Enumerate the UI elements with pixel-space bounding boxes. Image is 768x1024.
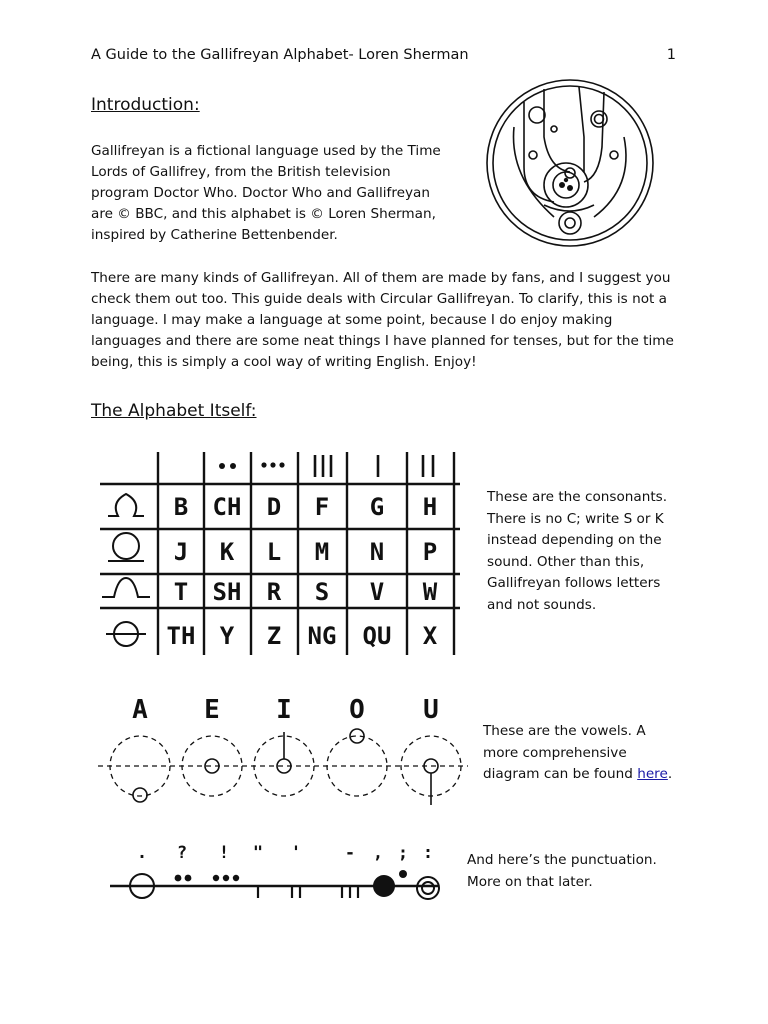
vowel-label: E	[204, 695, 220, 725]
vowel-label: O	[349, 695, 365, 725]
consonant-table	[96, 450, 461, 660]
consonant-letter: D	[266, 493, 282, 521]
vowel-note	[483, 721, 683, 786]
vowel-label: I	[276, 695, 292, 725]
vowel-label: U	[423, 695, 439, 725]
consonant-letter: G	[369, 493, 385, 521]
consonant-letter: H	[422, 493, 438, 521]
punctuation-note: And here’s the punctuation. More on that later.	[467, 852, 657, 890]
consonant-letter: F	[314, 493, 330, 521]
punctuation-label: ,	[372, 843, 384, 863]
punctuation-label: :	[422, 843, 434, 863]
consonant-letter: Z	[266, 622, 282, 650]
comprehensive-diagram-link[interactable]: here	[637, 766, 668, 782]
consonant-letter: T	[173, 578, 189, 606]
consonant-letter: NG	[307, 622, 337, 650]
consonant-letter: QU	[362, 622, 392, 650]
consonant-letter: W	[422, 578, 438, 606]
vowel-label: A	[132, 695, 148, 725]
consonant-letter: V	[369, 578, 385, 606]
row-header-symbols	[102, 494, 150, 646]
consonant-letter: CH	[212, 493, 242, 521]
consonant-letter: B	[173, 493, 189, 521]
intro-paragraph-1: Gallifreyan is a fictional language used by the Time Lords of Gallifrey, from the British television program Doctor Who. Doctor Who and Gallifreyan are © BBC, and this alphabet is © Loren Sherman, inspired by Catherine Bettenbender.	[91, 143, 441, 243]
consonant-letter: L	[266, 538, 282, 566]
vowel-note-text: These are the vowels. A more comprehensive diagram can be found	[483, 723, 646, 782]
consonant-letter: M	[314, 538, 330, 566]
consonant-letter: R	[266, 578, 282, 606]
intro-paragraph-2: There are many kinds of Gallifreyan. All of them are made by fans, and I suggest you check them out too. This guide deals with Circular Gallifreyan. To clarify, this is not a language. I may make a language at some point, because I do enjoy making languages and there are some neat things I have planned for tenses, but for the time being, this is simply a cool way of writing English. Enjoy!	[91, 270, 674, 370]
consonant-letter: SH	[212, 578, 242, 606]
vowel-note-period: .	[667, 766, 673, 782]
consonant-letter: N	[369, 538, 385, 566]
introduction-heading: Introduction:	[91, 95, 200, 115]
gallifreyan-circle-illustration	[484, 77, 656, 249]
consonant-letter: J	[173, 538, 189, 566]
punctuation-label: ;	[397, 843, 409, 863]
consonant-letter: K	[219, 538, 235, 566]
consonant-letter: X	[422, 622, 438, 650]
punctuation-label: !	[218, 843, 230, 863]
consonant-letter: S	[314, 578, 330, 606]
alphabet-heading: The Alphabet Itself:	[91, 401, 257, 421]
punctuation-label: -	[344, 843, 356, 863]
vowel-figure	[96, 688, 476, 810]
document-title: A Guide to the Gallifreyan Alphabet- Loren Sherman	[91, 47, 469, 63]
consonant-letter: P	[422, 538, 438, 566]
consonant-letter: TH	[166, 622, 196, 650]
punctuation-label: '	[290, 843, 302, 863]
consonant-note: These are the consonants. There is no C; write S or K instead depending on the sound. Other than this, Gallifreyan follows letters and not sounds.	[487, 489, 668, 613]
consonant-letter: Y	[219, 622, 235, 650]
punctuation-label: "	[252, 843, 264, 863]
page-number: 1	[666, 47, 676, 63]
punctuation-figure	[106, 834, 446, 906]
punctuation-label: .	[136, 843, 148, 863]
punctuation-label: ?	[176, 843, 188, 863]
